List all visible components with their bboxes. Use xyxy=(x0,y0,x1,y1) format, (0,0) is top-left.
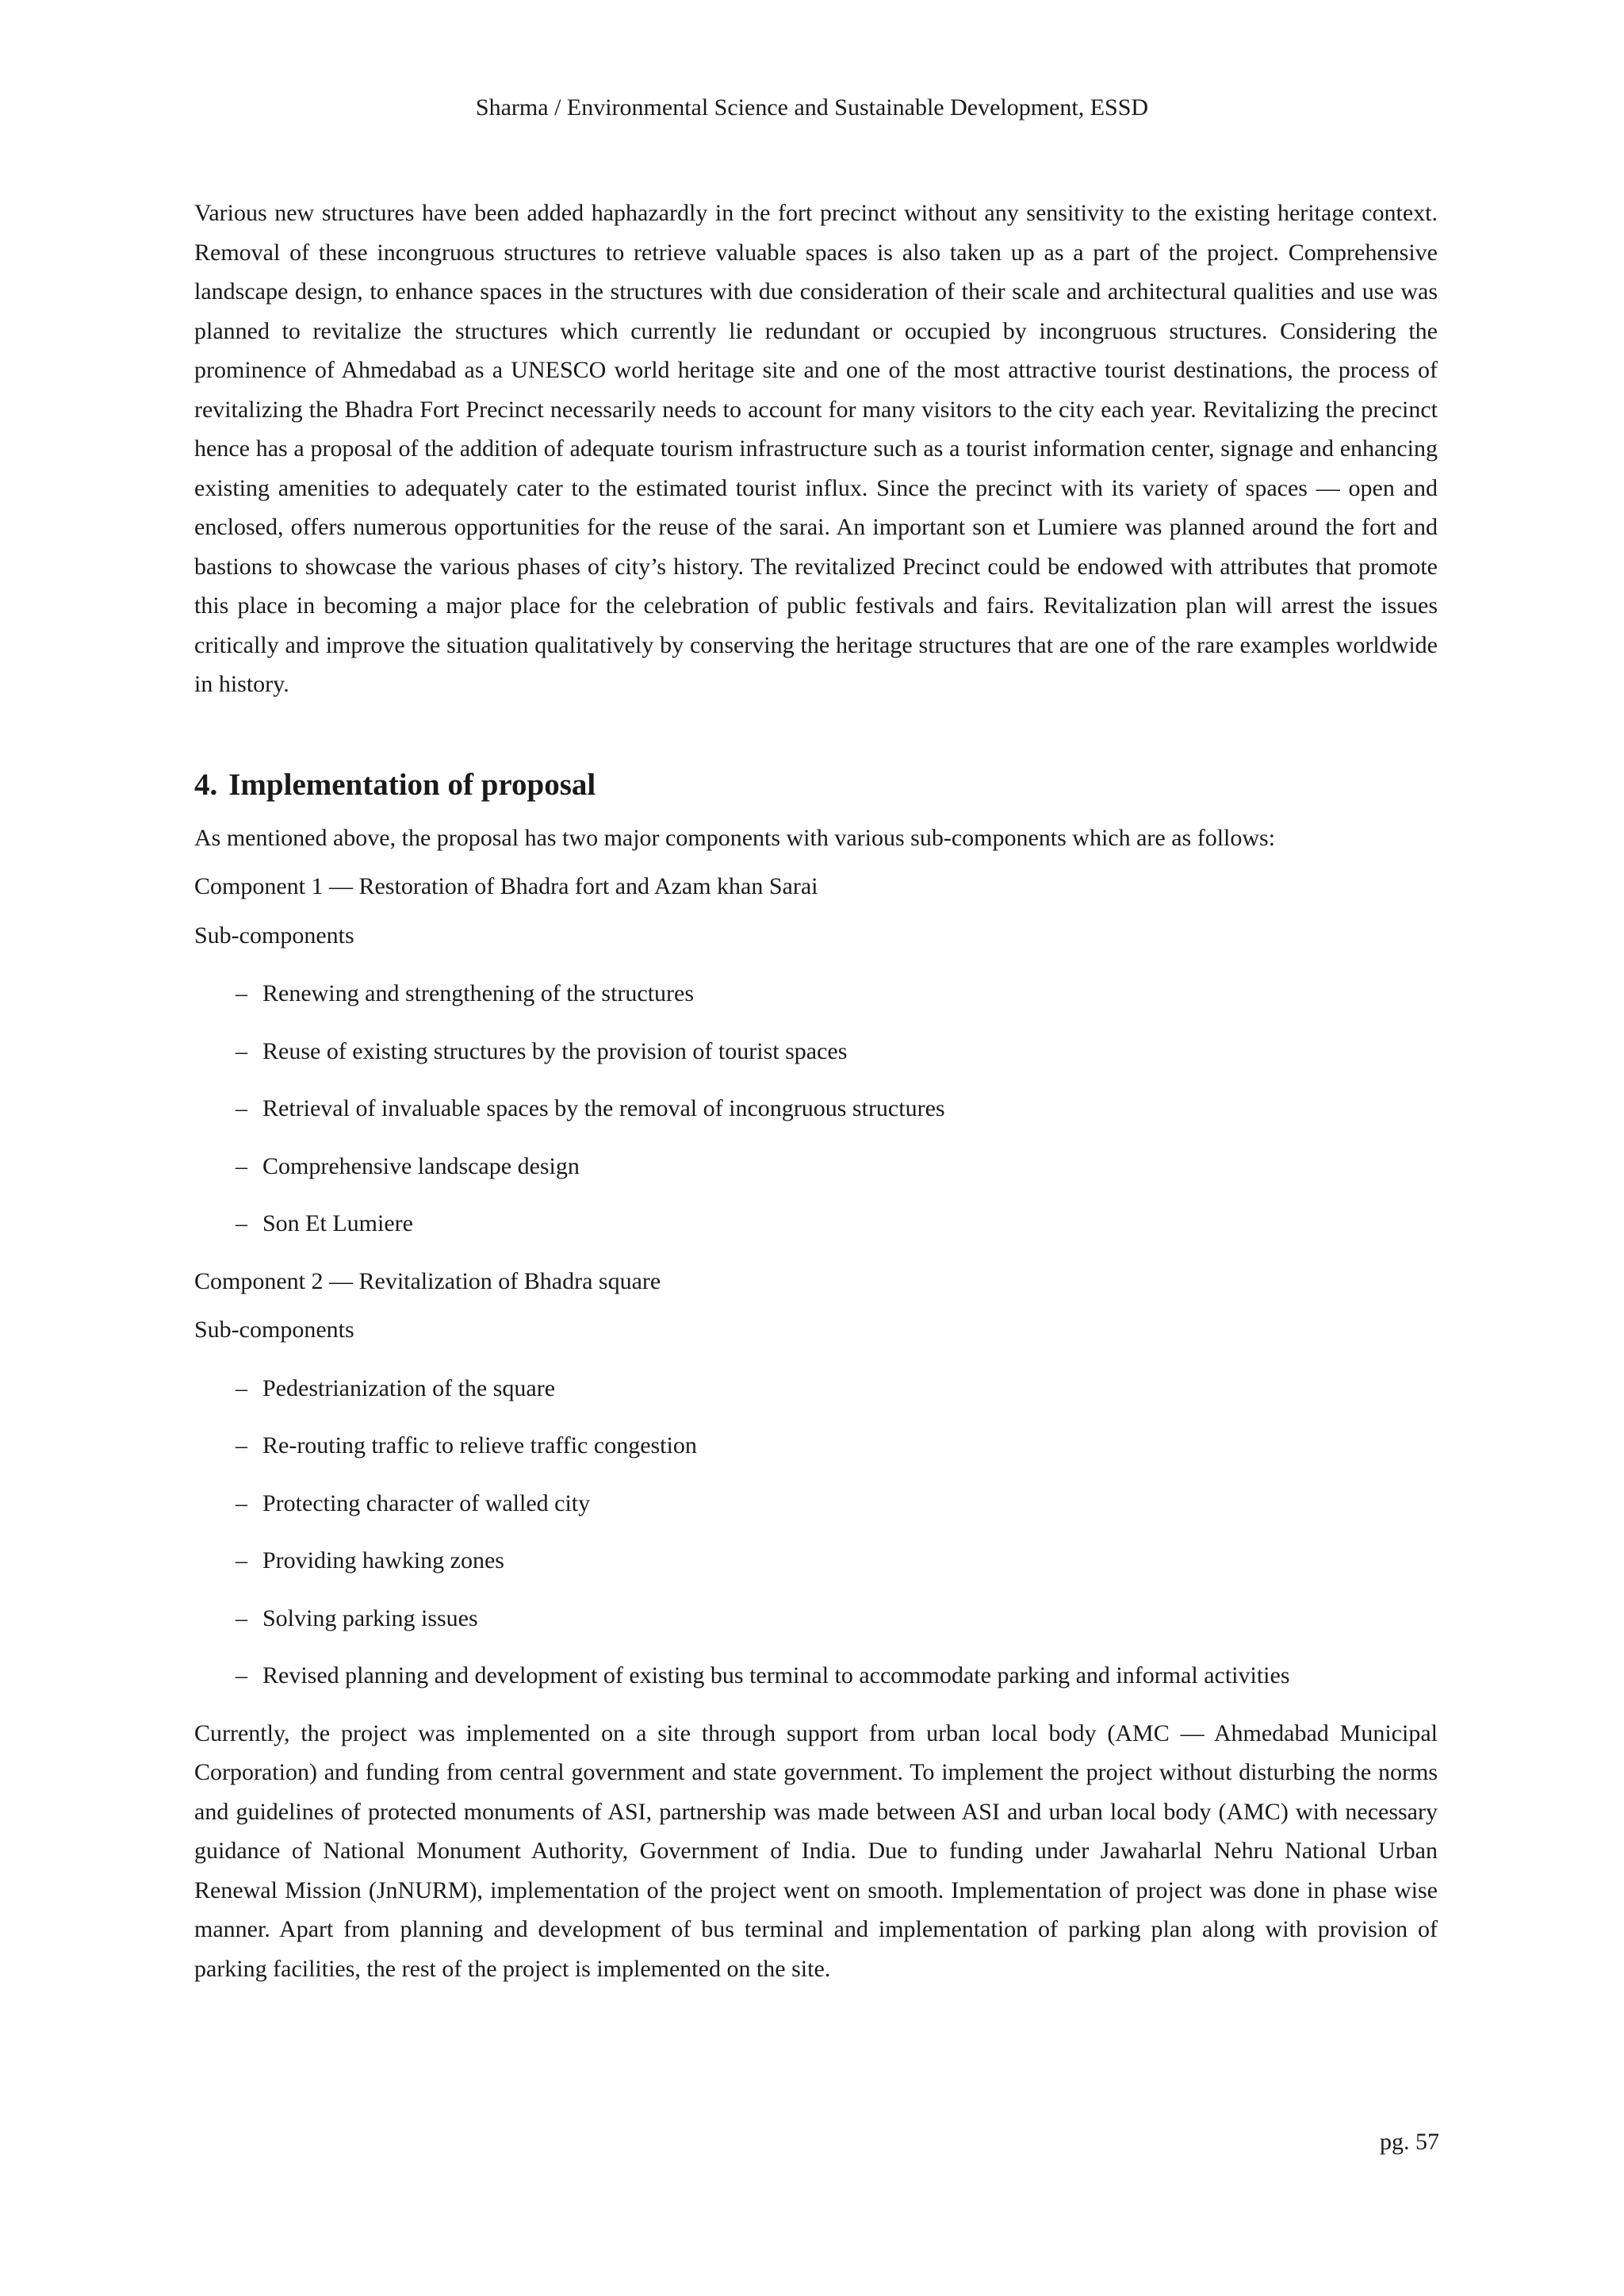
bullet-dash: – xyxy=(236,1604,247,1631)
list-item xyxy=(194,974,1438,1014)
list-item-text: Protecting character of walled city xyxy=(262,1489,591,1516)
list-item xyxy=(194,1147,1438,1186)
list-item-text: Reuse of existing structures by the provision of tourist spaces xyxy=(262,1037,848,1064)
list-item xyxy=(194,1426,1438,1466)
section-number: 4. xyxy=(194,767,218,802)
list-item-text: Comprehensive landscape design xyxy=(262,1152,580,1179)
bullet-dash: – xyxy=(236,1152,247,1179)
list-item-text: Son Et Lumiere xyxy=(262,1210,413,1236)
list-item xyxy=(194,1599,1438,1639)
bullet-dash: – xyxy=(236,1210,247,1236)
list-item-text: Re-routing traffic to relieve traffic congestion xyxy=(262,1432,697,1458)
list-item xyxy=(194,1541,1438,1581)
section-title: Implementation of proposal xyxy=(228,767,596,802)
list-item xyxy=(194,1369,1438,1409)
page-number: pg. 57 xyxy=(1380,2129,1439,2155)
list-item-text: Pedestrianization of the square xyxy=(262,1374,556,1401)
running-header: Sharma / Environmental Science and Sustainable Development, ESSD xyxy=(475,94,1149,121)
list-item xyxy=(194,1656,1438,1696)
bullet-dash: – xyxy=(236,1374,247,1401)
component-1-list xyxy=(194,974,1438,1244)
component-2-list xyxy=(194,1369,1438,1696)
list-item xyxy=(194,1089,1438,1129)
page-content xyxy=(194,194,1438,1988)
bullet-dash: – xyxy=(236,1547,247,1573)
bullet-dash: – xyxy=(236,1489,247,1516)
bullet-dash: – xyxy=(236,1037,247,1064)
section-heading xyxy=(194,763,1438,807)
component-1-sub-label: Sub-components xyxy=(194,922,354,949)
list-item-text: Revised planning and development of existing bus terminal to accommodate parking and informal activities xyxy=(262,1662,1290,1688)
bullet-dash: – xyxy=(236,980,247,1006)
component-2-sub-label: Sub-components xyxy=(194,1317,354,1343)
bullet-dash: – xyxy=(236,1662,247,1688)
section-intro: As mentioned above, the proposal has two major components with various sub-components which are as follows: xyxy=(194,824,1276,851)
list-item xyxy=(194,1484,1438,1524)
list-item-text: Providing hawking zones xyxy=(262,1547,504,1573)
list-item-text: Retrieval of invaluable spaces by the removal of incongruous structures xyxy=(262,1095,945,1121)
bullet-dash: – xyxy=(236,1432,247,1458)
body-paragraph: Various new structures have been added haphazardly in the fort precinct without any sensitivity to the existing heritage context. Removal of these incongruous structures to retrieve valuable spaces is also taken up as a part of the project. Comprehensive landscape design, to enhance spaces in the structures with due consideration of their scale and architectural qualities and use was planned to revitalize the structures which currently lie redundant or occupied by incongruous structures. Considering the prominence of Ahmedabad as a UNESCO world heritage site and one of the most attractive tourist destinations, the process of revitalizing the Bhadra Fort Precinct necessarily needs to account for many visitors to the city each year. Revitalizing the precinct hence has a proposal of the addition of adequate tourism infrastructure such as a tourist information center, signage and enhancing existing amenities to adequately cater to the estimated tourist influx. Since the precinct with its variety of spaces — open and enclosed, offers numerous opportunities for the reuse of the sarai. An important son et Lumiere was planned around the fort and bastions to showcase the various phases of city’s history. The revitalized Precinct could be endowed with attributes that promote this place in becoming a major place for the celebration of public festivals and fairs. Revitalization plan will arrest the issues critically and improve the situation qualitatively by conserving the heritage structures that are one of the rare examples worldwide in history. xyxy=(194,200,1438,697)
component-2-title: Component 2 — Revitalization of Bhadra square xyxy=(194,1267,661,1294)
component-1-title: Component 1 — Restoration of Bhadra fort and Azam khan Sarai xyxy=(194,873,818,899)
list-item-text: Solving parking issues xyxy=(262,1604,478,1631)
closing-paragraph: Currently, the project was implemented on a site through support from urban local body (AMC — Ahmedabad Municipal Corporation) and funding from central government and state government. To implement the project without disturbing the norms and guidelines of protected monuments of ASI, partnership was made between ASI and urban local body (AMC) with necessary guidance of National Monument Authority, Government of India. Due to funding under Jawaharlal Nehru National Urban Renewal Mission (JnNURM), implementation of the project went on smooth. Implementation of project was done in phase wise manner. Apart from planning and development of bus terminal and implementation of parking plan along with provision of parking facilities, the rest of the project is implemented on the site. xyxy=(194,1719,1438,1982)
list-item-text: Renewing and strengthening of the structures xyxy=(262,980,695,1006)
list-item xyxy=(194,1032,1438,1071)
list-item xyxy=(194,1204,1438,1244)
bullet-dash: – xyxy=(236,1095,247,1121)
